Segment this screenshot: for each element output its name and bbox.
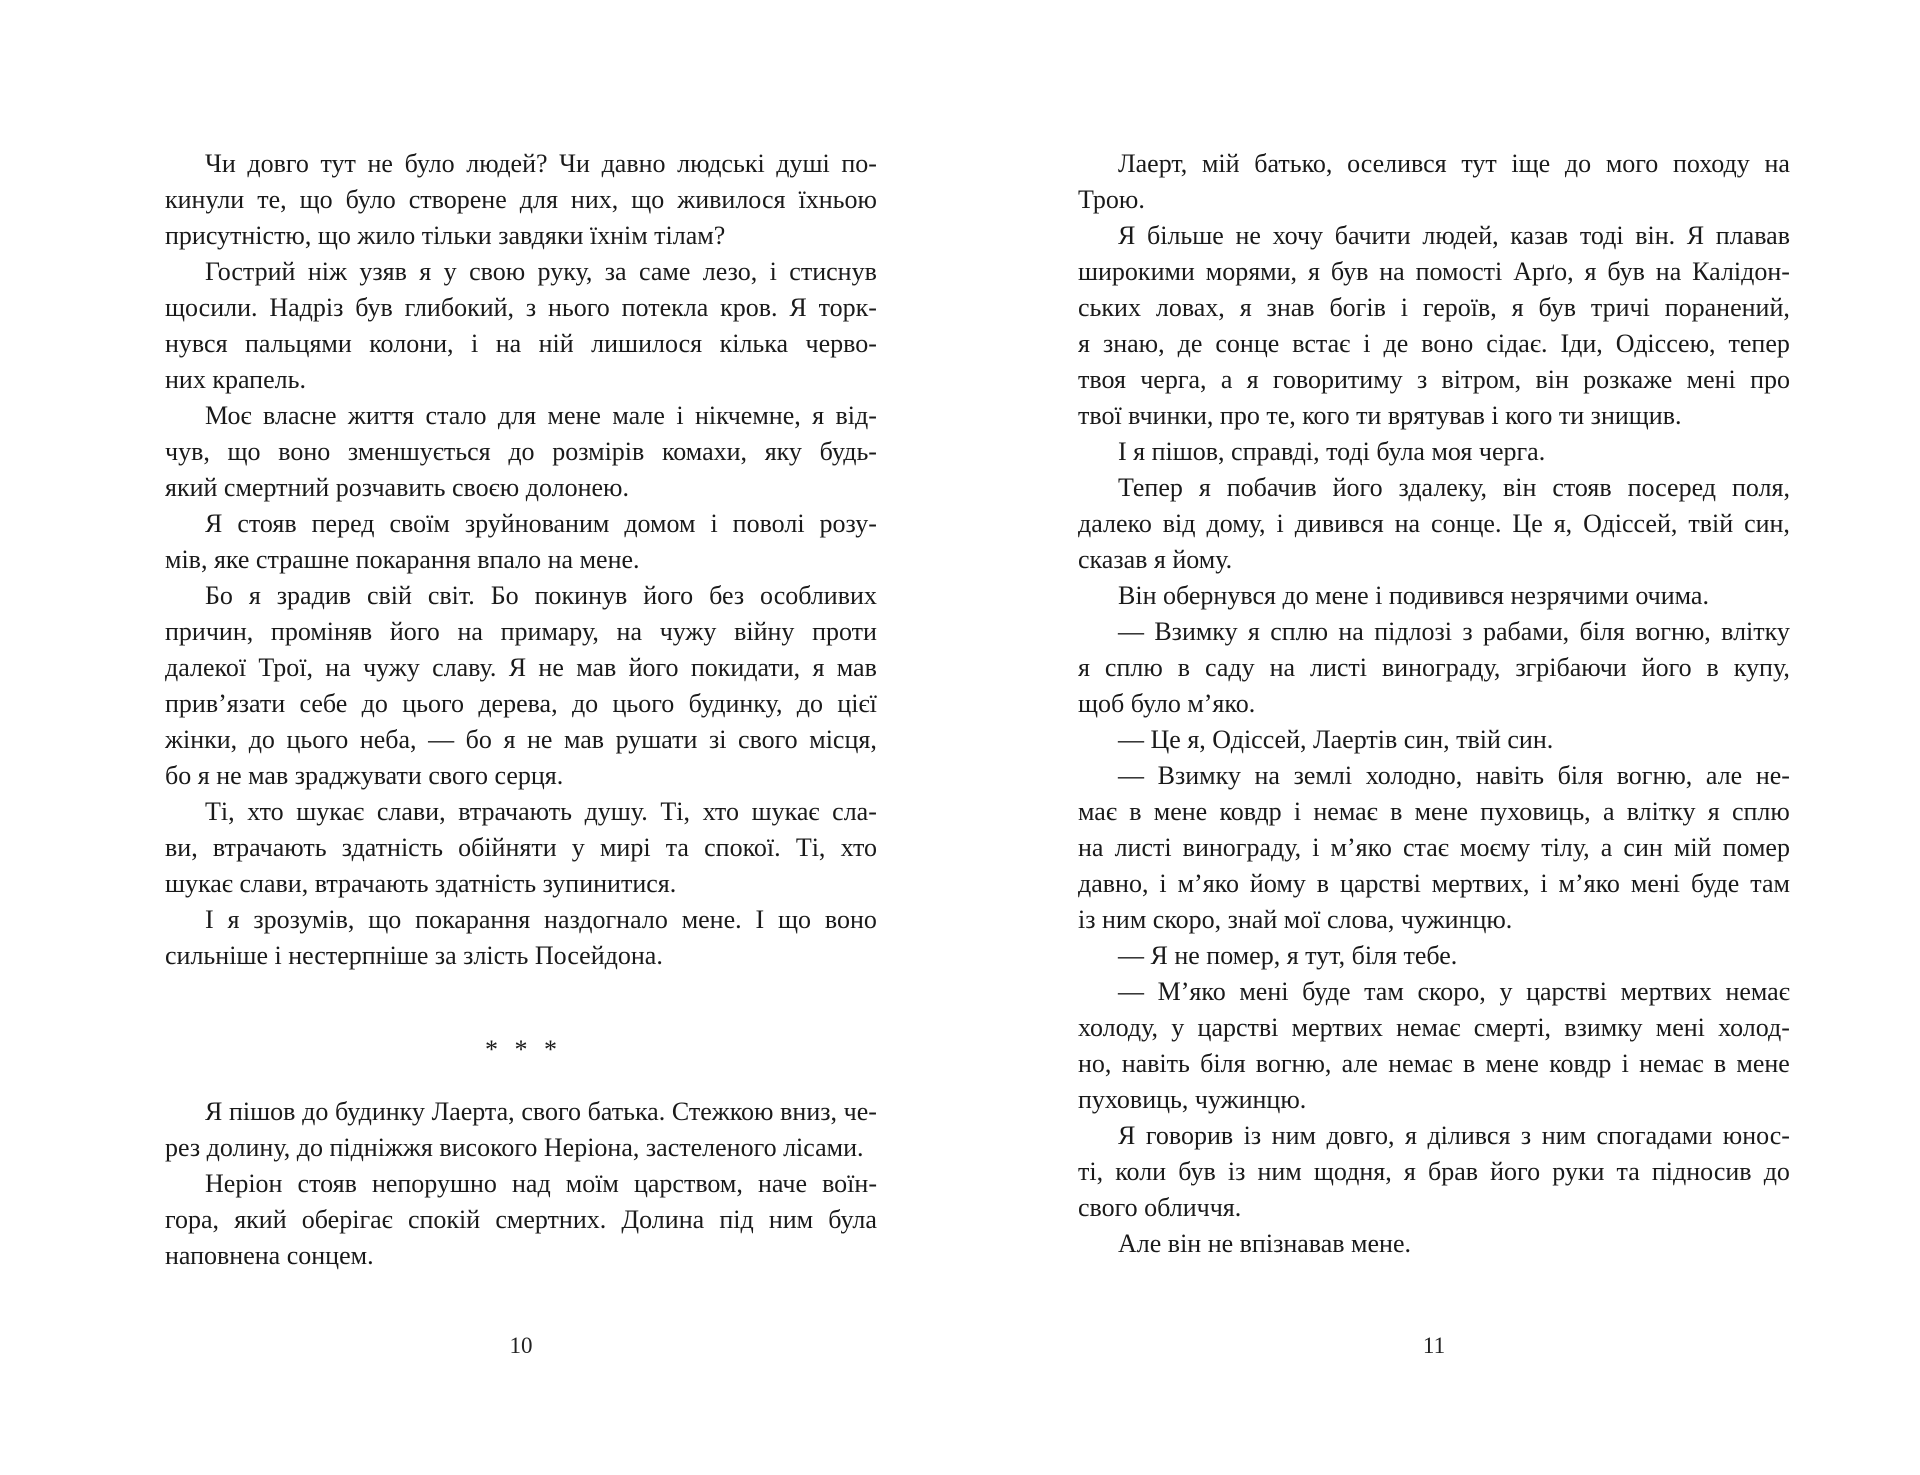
paragraph [165,398,877,506]
text-line: ті, коли був із ним щодня, я брав його руки та підносив до [1078,1157,1790,1186]
paragraph [165,794,877,902]
text-line: Я більше не хочу бачити людей, казав тоді він. Я плавав [1118,221,1790,250]
text-line: Гострий ніж узяв я у свою руку, за саме лезо, і стиснув [205,257,877,286]
text-line: но, навіть біля вогню, але немає в мене ковдр і немає в мене [1078,1049,1790,1078]
text-line: Лаерт, мій батько, оселився тут іще до мого походу на [1118,149,1790,178]
paragraph [165,578,877,794]
text-line: мів, яке страшне покарання впало на мене. [165,545,640,574]
text-line: наповнена сонцем. [165,1241,374,1270]
text-line: сильніше і нестерпніше за злість Посейдона. [165,941,663,970]
paragraph [165,254,877,398]
text-line: кинули те, що було створене для них, що живилося їхньою [165,185,877,214]
text-line: них крапель. [165,365,306,394]
text-line: холоду, у царстві мертвих немає смерті, взимку мені холод- [1078,1013,1790,1042]
text-line: твоя черга, а я говоритиму з вітром, він розкаже мені про [1078,365,1790,394]
paragraph [1078,722,1790,758]
text-line: Тепер я побачив його здалеку, він стояв посеред поля, [1118,473,1790,502]
text-line: на листі винограду, і м’яко стає моєму тілу, а син мій помер [1078,833,1790,862]
paragraph [1078,1226,1790,1262]
text-line: бо я не мав зраджувати свого серця. [165,761,564,790]
paragraph [1078,146,1790,218]
text-line: Неріон стояв непорушно над моїм царством, наче воїн- [205,1169,877,1198]
text-line: жінки, до цього неба, — бо я не мав рушати зі свого місця, [165,725,877,754]
paragraph [165,506,877,578]
text-line: — М’яко мені буде там скоро, у царстві мертвих немає [1118,977,1790,1006]
text-line: щосили. Надріз був глибокий, з нього потекла кров. Я торк- [165,293,877,322]
text-line: І я пішов, справді, тоді була моя черга. [1118,437,1546,466]
text-line: пуховиць, чужинцю. [1078,1085,1307,1114]
paragraph [165,1166,877,1274]
book-page-left [165,146,877,1274]
text-line: Я пішов до будинку Лаерта, свого батька. Стежкою вниз, че- [205,1097,877,1126]
text-line: присутністю, що жило тільки завдяки їхнім тілам? [165,221,726,250]
page-number-left: 10 [509,1333,533,1358]
paragraph [165,902,877,974]
text-line: нувся пальцями колони, і на ній лишилося кілька черво- [165,329,877,358]
text-line: ських ловах, я знав богів і героїв, я був тричі поранений, [1078,293,1790,322]
paragraph [1078,578,1790,614]
text-line: із ним скоро, знай мої слова, чужинцю. [1078,905,1513,934]
text-line: ви, втрачають здатність обійняти у мирі та спокої. Ті, хто [165,833,877,862]
text-line: твої вчинки, про те, кого ти врятував і кого ти знищив. [1078,401,1682,430]
text-line: Але він не впізнавав мене. [1118,1229,1411,1258]
text-line: я сплю в саду на листі винограду, згрібаючи його в купу, [1078,653,1790,682]
text-line: широкими морями, я був на помості Арґо, я був на Калідон- [1078,257,1790,286]
paragraph [1078,758,1790,938]
text-line: рез долину, до підніжжя високого Неріона, застеленого лісами. [165,1133,864,1162]
text-line: Бо я зрадив свій світ. Бо покинув його без особливих [205,581,877,610]
text-line: Ті, хто шукає слави, втрачають душу. Ті, хто шукає сла- [205,797,877,826]
text-line: давно, і м’яко йому в царстві мертвих, і м’яко мені буде там [1078,869,1790,898]
text-line: який смертний розчавить своєю долонею. [165,473,629,502]
text-line: Я стояв перед своїм зруйнованим домом і поволі розу- [205,509,877,538]
text-line: І я зрозумів, що покарання наздогнало мене. І що воно [205,905,877,934]
text-line: шукає слави, втрачають здатність зупинитися. [165,869,677,898]
text-line: Чи довго тут не було людей? Чи давно людські душі по- [205,149,877,178]
paragraph [1078,218,1790,434]
paragraph [1078,974,1790,1118]
page-number-right: 11 [1422,1333,1446,1358]
paragraph [1078,1118,1790,1226]
text-line: чув, що воно зменшується до розмірів комахи, яку будь- [165,437,877,466]
text-line: сказав я йому. [1078,545,1233,574]
text-line: — Взимку на землі холодно, навіть біля вогню, але не- [1118,761,1790,790]
paragraph [1078,614,1790,722]
text-line: має в мене ковдр і немає в мене пуховиць, а влітку я сплю [1078,797,1790,826]
text-line: Моє власне життя стало для мене мале і нікчемне, я від- [205,401,877,430]
book-page-right [1078,146,1790,1262]
paragraph [165,1094,877,1166]
paragraph [1078,938,1790,974]
paragraph [1078,434,1790,470]
text-line: — Це я, Одіссей, Лаертів син, твій син. [1118,725,1554,754]
text-line: Я говорив із ним довго, я ділився з ним спогадами юнос- [1118,1121,1790,1150]
text-line: — Взимку я сплю на підлозі з рабами, біля вогню, влітку [1118,617,1790,646]
text-line: причин, проміняв його на примару, на чужу війну проти [165,617,877,646]
text-line: свого обличчя. [1078,1193,1242,1222]
text-line: я знаю, де сонце встає і де воно сідає. Іди, Одіссею, тепер [1078,329,1790,358]
paragraph [165,146,877,254]
text-line: — Я не помер, я тут, біля тебе. [1118,941,1458,970]
text-line: Він обернувся до мене і подивився незрячими очима. [1118,581,1709,610]
text-line: далеко від дому, і дивився на сонце. Це я, Одіссей, твій син, [1078,509,1790,538]
text-line: гора, який оберігає спокій смертних. Долина під ним була [165,1205,877,1234]
section-separator: * * * [485,1035,557,1064]
text-line: далекої Трої, на чужу славу. Я не мав його покидати, я мав [165,653,877,682]
paragraph [1078,470,1790,578]
text-line: щоб було м’яко. [1078,689,1256,718]
text-line: Трою. [1078,185,1145,214]
text-line: прив’язати себе до цього дерева, до цього будинку, до цієї [165,689,877,718]
